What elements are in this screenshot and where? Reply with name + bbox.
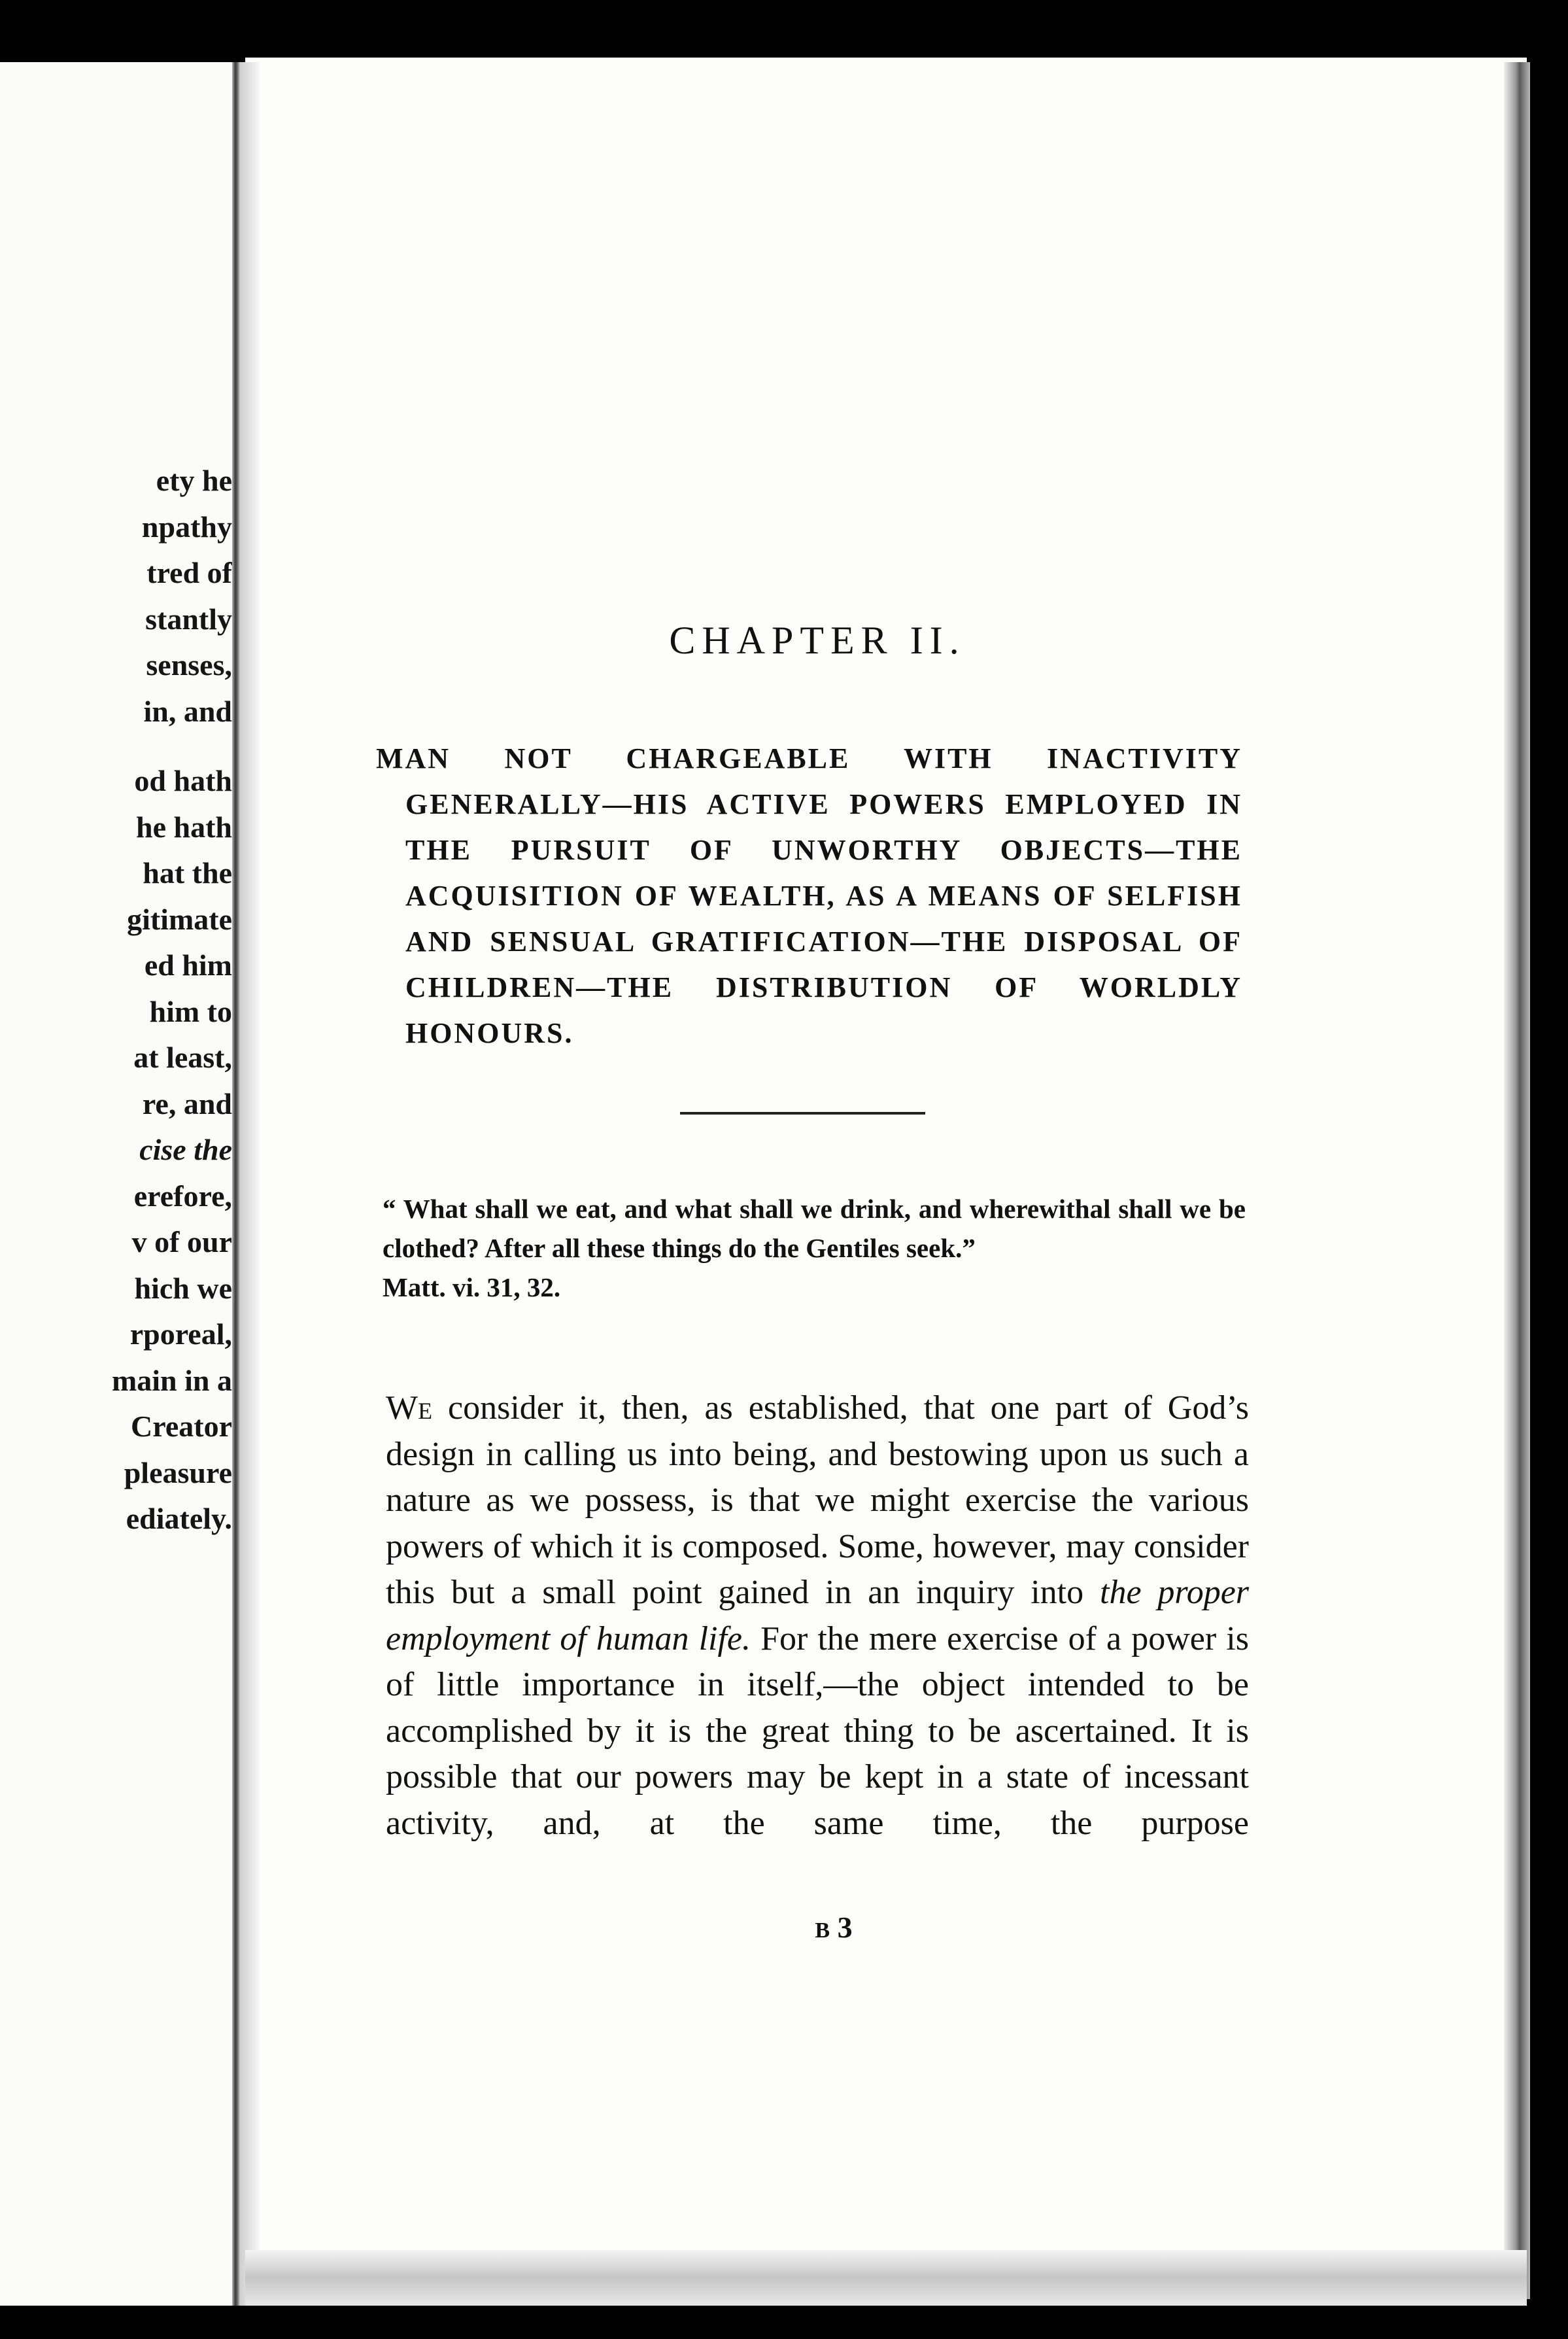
left-page-text (112, 458, 232, 1542)
left-line: gitimate (127, 902, 232, 936)
left-line: ety he (156, 464, 232, 497)
body-text-part: consider it, then, as established, that one part of God’s design in calling us into being, and bestowing upon us such a nature as we possess, is that we might exercise the various powers of which it is composed. Some, however, may consider this but a small point gained in an inquiry into (386, 1389, 1249, 1611)
right-page (245, 58, 1527, 2262)
body-emphasis: the proper employment of human life. (386, 1574, 1250, 1657)
book-gutter (232, 62, 240, 2306)
gutter-shadow (240, 62, 260, 2306)
opening-word: We (386, 1389, 433, 1427)
left-line: at least, (133, 1041, 232, 1074)
left-line: ediately. (126, 1502, 232, 1535)
left-line: cise the (139, 1133, 232, 1166)
left-line: stantly (145, 602, 232, 636)
left-line: Creator (131, 1410, 232, 1443)
left-line: hich we (134, 1271, 232, 1305)
signature-mark (794, 1910, 873, 1945)
left-line: him to (149, 994, 232, 1028)
page-edge-bottom (245, 2250, 1527, 2306)
left-line: re, and (142, 1086, 232, 1120)
left-page (0, 62, 245, 2306)
left-line: erefore, (133, 1179, 232, 1213)
left-line: in, and (143, 694, 232, 728)
left-line: tred of (146, 556, 232, 589)
body-paragraph (386, 1385, 1249, 1846)
epigraph (383, 1189, 1246, 1307)
left-line: hat the (143, 856, 232, 890)
left-line: pleasure (124, 1455, 232, 1489)
left-line: v of our (131, 1225, 232, 1258)
paragraph-gap (112, 735, 232, 758)
epigraph-reference: Matt. vi. 31, 32. (383, 1272, 561, 1302)
left-line: rporeal, (129, 1317, 232, 1351)
epigraph-quote: “ What shall we eat, and what shall we drink, and wherewithal shall we be clothed? After all these things do the Gentiles seek.” (383, 1194, 1246, 1263)
left-line: he hath (136, 810, 232, 844)
left-line: ed him (144, 948, 232, 982)
left-line: senses, (146, 648, 232, 682)
body-text-part: For the mere exercise of a power is of little importance in itself,—the object intended to be accomplished by it is the great thing to be ascertained. It is possible that our powers may be kept in a state of incessant activity, and, at the same time, the purpose (386, 1620, 1249, 1842)
chapter-title: CHAPTER II. (669, 619, 966, 662)
left-line: npathy (141, 510, 232, 544)
page-edge-right (1504, 62, 1530, 2299)
section-rule (680, 1112, 925, 1115)
left-line: od hath (134, 764, 232, 797)
signature-letter: B (815, 1918, 830, 1943)
chapter-summary: MAN NOT CHARGEABLE WITH INACTIVITY GENERALLY—HIS ACTIVE POWERS EMPLOYED IN THE PURSUIT OF UNWORTHY OBJECTS—THE ACQUISITION OF WEALTH, AS A MEANS OF SELFISH AND SENSUAL GRATIFICATION—THE DISPOSAL OF CHILDREN—THE DISTRIBUTION OF WORLDLY HONOURS. (376, 742, 1242, 1049)
signature-number: 3 (837, 1911, 853, 1944)
left-line: main in a (111, 1363, 232, 1397)
